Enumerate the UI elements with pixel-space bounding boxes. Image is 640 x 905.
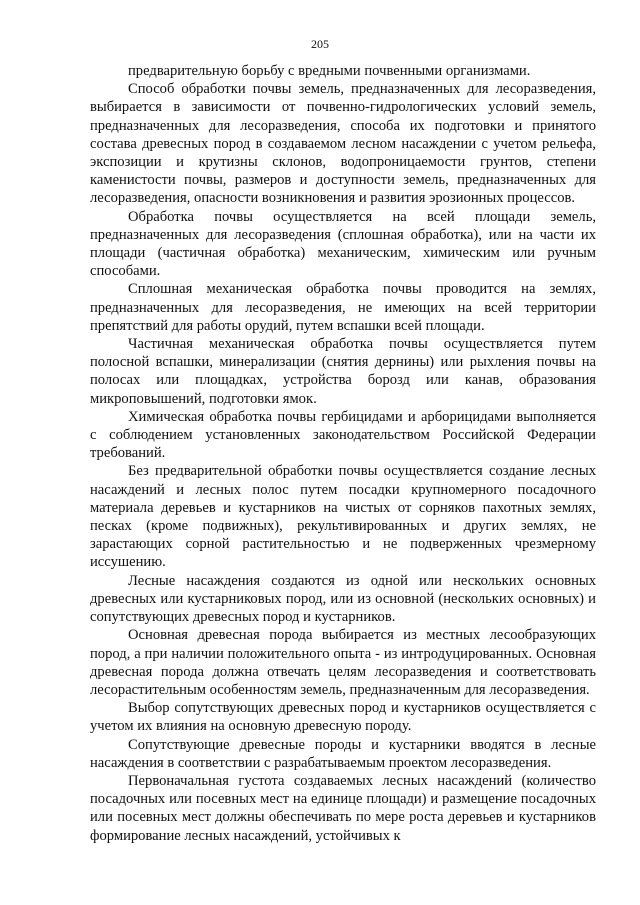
paragraph: Без предварительной обработки почвы осуществляется создание лесных насаждений и лесных полос путем посадки крупномерного посадочного материала деревьев и кустарников на чистых от сорняков пахотных землях, песках (кроме подвижных), рекультивированных и других землях, не зарастающих сорной растительностью и не подверженных чрезмерному иссушению. bbox=[90, 463, 596, 571]
paragraph: Обработка почвы осуществляется на всей площади земель, предназначенных для лесоразведения (сплошная обработка), или на части их площади (частичная обработка) механическим, химическим или ручным способами. bbox=[90, 208, 596, 280]
paragraph: Лесные насаждения создаются из одной или нескольких основных древесных или кустарниковых пород, или из основной (нескольких основных) и сопутствующих древесных пород и кустарников. bbox=[90, 572, 596, 626]
paragraph: Первоначальная густота создаваемых лесных насаждений (количество посадочных или посевных мест на единице площади) и размещение посадочных или посевных мест должны обеспечивать по мере роста деревьев и кустарников формирование лесных насаждений, устойчивых к bbox=[90, 772, 596, 844]
paragraph: Химическая обработка почвы гербицидами и арборицидами выполняется с соблюдением установленных законодательством Российской Федерации требований. bbox=[90, 408, 596, 462]
paragraph: Основная древесная порода выбирается из местных лесообразующих пород, а при наличии положительного опыта - из интродуцированных. Основная древесная порода должна отвечать целям лесоразведения и соответствовать лесорастительным особенностям земель, предназначенным для лесоразведения. bbox=[90, 627, 596, 698]
paragraph: предварительную борьбу с вредными почвенными организмами. bbox=[128, 63, 531, 79]
paragraph: Сплошная механическая обработка почвы проводится на землях, предназначенных для лесоразведения, не имеющих на всей территории препятствий для работы орудий, путем вспашки всей площади. bbox=[90, 281, 596, 334]
paragraph: Сопутствующие древесные породы и кустарники вводятся в лесные насаждения в соответствии с разрабатываемым проектом лесоразведения. bbox=[90, 736, 596, 771]
paragraph: Выбор сопутствующих древесных пород и кустарников осуществляется с учетом их влияния на основную древесную породу. bbox=[90, 700, 596, 735]
paragraph: Частичная механическая обработка почвы осуществляется путем полосной вспашки, минерализации (снятия дернины) или рыхления почвы на полосах или площадках, устройства борозд или канав, образования микроповышений, подготовки ямок. bbox=[90, 336, 596, 407]
paragraph: Способ обработки почвы земель, предназначенных для лесоразведения, выбирается в зависимости от почвенно-гидрологических условий земель, предназначенных для лесоразведения, способа их подготовки и принятого состава древесных пород в создаваемом лесном насаждении с учетом рельефа, экспозиции и крутизны склонов, водопроницаемости грунтов, степени каменистости почвы, размеров и доступности земель, предназначенных для лесоразведения, опасности возникновения и развития эрозионных процессов. bbox=[90, 81, 596, 207]
page-number: 205 bbox=[311, 37, 329, 51]
document-body bbox=[90, 62, 596, 845]
